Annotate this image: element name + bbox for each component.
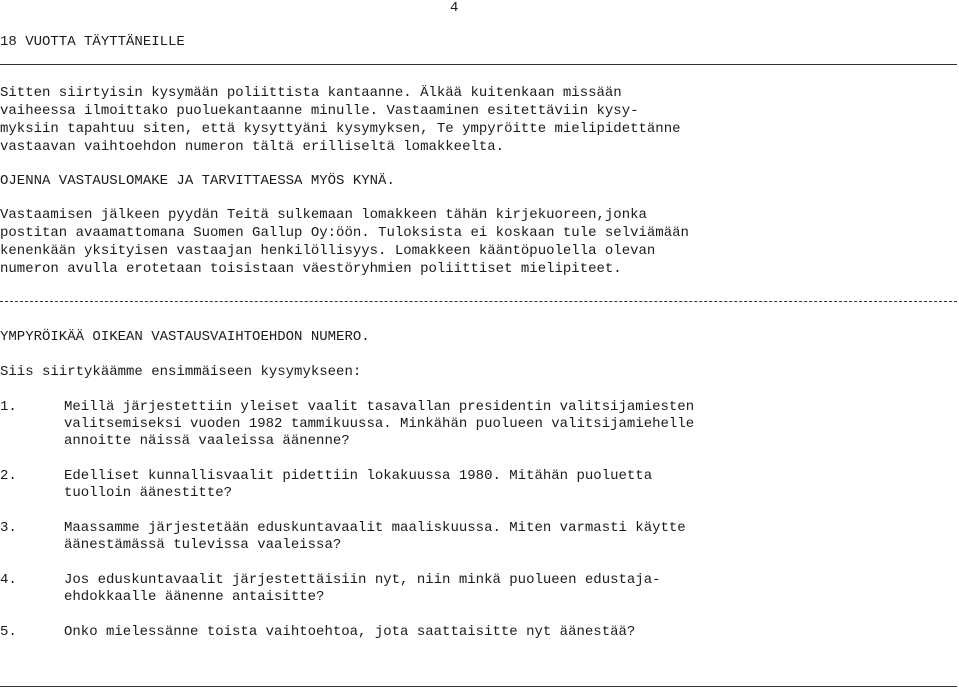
intro-line: Sitten siirtyisin kysymään poliittista kantaanne. Älkää kuitenkaan missään — [0, 85, 622, 101]
envelope-line: kenenkään yksityisen vastaajan henkilöllisyys. Lomakkeen kääntöpuolella olevan — [0, 243, 656, 259]
question-line: Meillä järjestettiin yleiset vaalit tasavallan presidentin valitsijamiesten — [64, 399, 695, 415]
question-line: Maassamme järjestetään eduskuntavaalit maaliskuussa. Miten varmasti käytte — [64, 520, 686, 536]
intro-line: vastaavan vaihtoehdon numeron tältä erilliseltä lomakkeelta. — [0, 139, 505, 155]
circle-instruction: YMPYRÖIKÄÄ OIKEAN VASTAUSVAIHTOEHDON NUMERO. — [0, 329, 370, 345]
header-title: 18 VUOTTA TÄYTTÄNEILLE — [0, 34, 185, 50]
question-line: äänestämässä tulevissa vaaleissa? — [64, 537, 342, 553]
intro-line: vaiheessa ilmoittako puoluekantaanne minulle. Vastaaminen esitettäviin kysy- — [0, 103, 639, 119]
question-number: 4. — [0, 572, 17, 588]
question-line: annoitte näissä vaaleissa äänenne? — [64, 433, 350, 449]
question-line: valitsemiseksi vuoden 1982 tammikuussa. Minkähän puolueen valitsijamiehelle — [64, 416, 695, 432]
footer-rule — [0, 686, 957, 687]
first-question-intro: Siis siirtykäämme ensimmäiseen kysymykseen: — [0, 364, 362, 380]
question-line: Edelliset kunnallisvaalit pidettiin lokakuussa 1980. Mitähän puoluetta — [64, 468, 653, 484]
question-line: Onko mielessänne toista vaihtoehtoa, jota saattaisitte nyt äänestää? — [64, 624, 636, 640]
envelope-line: Vastaamisen jälkeen pyydän Teitä sulkemaan lomakkeen tähän kirjekuoreen,jonka — [0, 207, 647, 223]
page-number: 4 — [450, 0, 459, 16]
question-number: 2. — [0, 468, 17, 484]
question-number: 3. — [0, 520, 17, 536]
intro-line: myksiin tapahtuu siten, että kysyttyäni kysymyksen, Te ympyröitte mielipidettänne — [0, 121, 681, 137]
instruction-text: OJENNA VASTAUSLOMAKE JA TARVITTAESSA MYÖS KYNÄ. — [0, 173, 395, 189]
envelope-line: postitan avaamattomana Suomen Gallup Oy:öön. Tuloksista ei koskaan tule selviämään — [0, 225, 689, 241]
question-number: 5. — [0, 624, 17, 640]
dashed-divider — [0, 301, 957, 302]
question-line: ehdokkaalle äänenne antaisitte? — [64, 589, 325, 605]
question-number: 1. — [0, 399, 17, 415]
envelope-line: numeron avulla erotetaan toisistaan väestöryhmien poliittiset mielipiteet. — [0, 261, 622, 277]
question-line: tuolloin äänestitte? — [64, 485, 233, 501]
question-line: Jos eduskuntavaalit järjestettäisiin nyt, niin minkä puolueen edustaja- — [64, 572, 661, 588]
header-rule — [0, 64, 957, 65]
